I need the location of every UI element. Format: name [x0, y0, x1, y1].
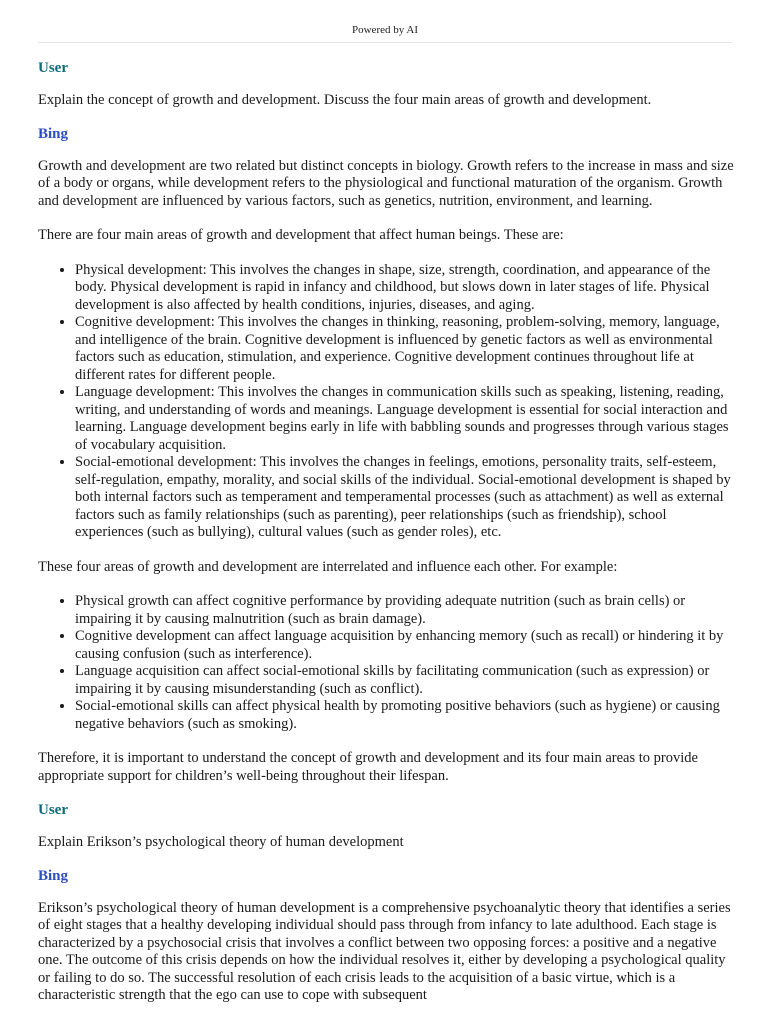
list-item: • Social-emotional development: This involves the changes in feelings, emotions, personality traits, self-esteem, self-regulation, empathy, morality, and social skills of the individual. Social-emotional development is shaped by both internal factors such as temperament and temperamental processes (such as attachment) as well as external factors such as family relationships (such as parenting), peer relationships (such as friendship), school experiences (such as bullying), cultural values (such as gender roles), etc.: [75, 454, 734, 542]
examples-list: [38, 593, 734, 733]
bing-label: Bing: [38, 868, 69, 884]
user-question: Explain the concept of growth and development. Discuss the four main areas of growth and development.: [38, 91, 652, 108]
list-item: • Cognitive development can affect language acquisition by enhancing memory (such as recall) or hindering it by causing confusion (such as interference).: [75, 628, 734, 663]
user-label: User: [38, 802, 68, 818]
development-areas-list: [38, 262, 734, 542]
list-item: • Physical growth can affect cognitive performance by providing adequate nutrition (such as brain cells) or impairing it by causing malnutrition (such as brain damage).: [75, 593, 734, 628]
list-item: • Language acquisition can affect social-emotional skills by facilitating communication (such as expression) or impairing it by causing misunderstanding (such as conflict).: [75, 663, 734, 698]
list-item: • Social-emotional skills can affect physical health by promoting positive behaviors (such as hygiene) or causing negative behaviors (such as smoking).: [75, 698, 734, 733]
list-item: • Cognitive development: This involves the changes in thinking, reasoning, problem-solving, memory, language, and intelligence of the brain. Cognitive development is influenced by genetic factors as well as environmental factors such as education, stimulation, and experience. Cognitive development continues throughout life at different rates for different people.: [75, 314, 734, 384]
conversation-body: [38, 51, 734, 1022]
list-item: • Physical development: This involves the changes in shape, size, strength, coordination, and appearance of the body. Physical development is rapid in infancy and childhood, but slows down in later stages of life. Physical development is also affected by health conditions, injuries, diseases, and aging.: [75, 262, 734, 315]
list-item: • Language development: This involves the changes in communication skills such as speaking, listening, reading, writing, and understanding of words and meanings. Language development is essential for social interaction and learning. Language development begins early in life with babbling sounds and progresses through various stages of vocabulary acquisition.: [75, 384, 734, 454]
user-label: User: [38, 60, 68, 76]
conclusion-paragraph: Therefore, it is important to understand the concept of growth and development and its four main areas to provide appropriate support for children’s well-being throughout their lifespan.: [38, 750, 698, 784]
answer-intro-paragraph: Growth and development are two related but distinct concepts in biology. Growth refers to the increase in mass and size of a body or organs, while development refers to the physiological and functional maturation of the organism. Growth and development are influenced by various factors, such as genetics, nutrition, environment, and learning.: [38, 157, 734, 209]
areas-intro-paragraph: There are four main areas of growth and development that affect human beings. These are:: [38, 227, 564, 243]
examples-intro-paragraph: These four areas of growth and development are interrelated and influence each other. For example:: [38, 558, 618, 575]
bing-label: Bing: [38, 126, 69, 142]
page-header: Powered by AI: [38, 24, 732, 43]
user-question: Explain Erikson’s psychological theory of human development: [38, 833, 404, 850]
answer-paragraph: Erikson’s psychological theory of human development is a comprehensive psychoanalytic theory that identifies a series of eight stages that a healthy developing individual should pass through from infancy to late adulthood. Each stage is characterized by a psychosocial crisis that involves a conflict between two opposing forces: a positive and a negative one. The outcome of this crisis depends on how the individual resolves it, either by developing a psychological quality or failing to do so. The successful resolution of each crisis leads to the acquisition of a basic virtue, which is a characteristic strength that the ego can use to cope with subsequent: [38, 899, 731, 1003]
